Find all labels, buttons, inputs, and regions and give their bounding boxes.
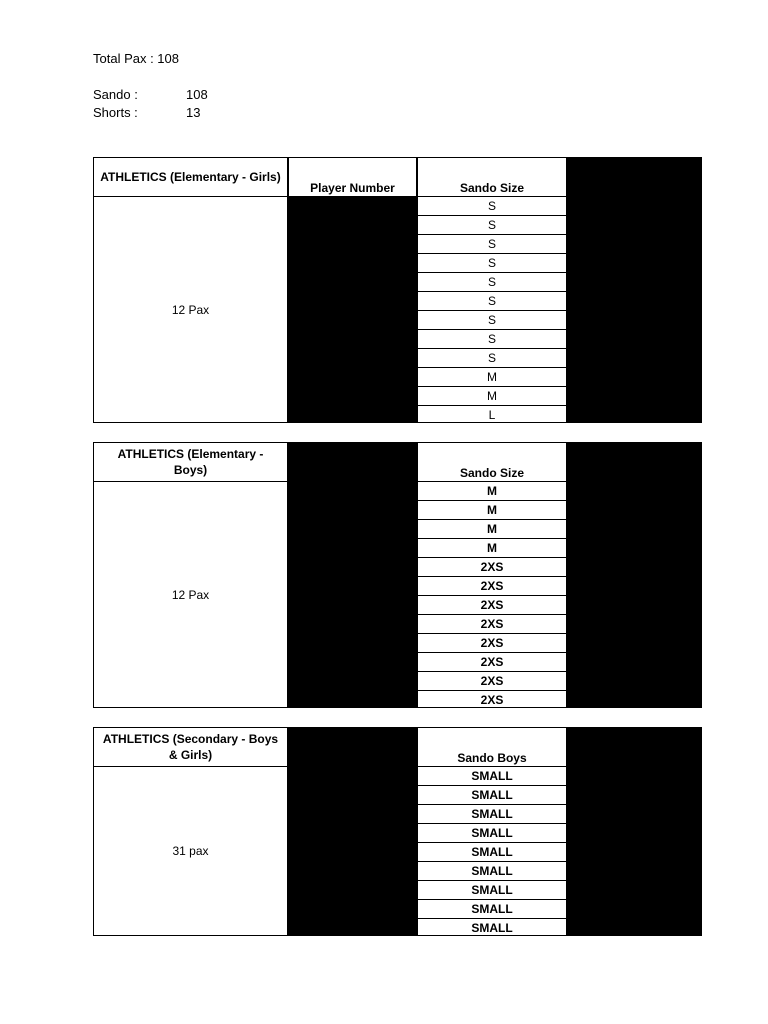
table-title: ATHLETICS (Elementary - Boys) <box>93 442 288 482</box>
size-list <box>417 197 567 423</box>
size-cell: M <box>417 482 567 501</box>
size-cell: L <box>417 406 567 423</box>
pax-count: 31 pax <box>172 844 209 858</box>
redacted-column <box>567 727 702 936</box>
size-cell: M <box>417 387 567 406</box>
pax-cell <box>93 482 288 708</box>
size-cell: 2XS <box>417 672 567 691</box>
size-list <box>417 767 567 936</box>
table-title: ATHLETICS (Secondary - Boys & Girls) <box>93 727 288 767</box>
size-cell: 2XS <box>417 596 567 615</box>
redacted-player-numbers <box>288 442 417 708</box>
size-cell: 2XS <box>417 653 567 672</box>
shorts-row <box>93 104 201 122</box>
size-cell: SMALL <box>417 786 567 805</box>
sando-size-header: Sando Size <box>417 442 567 482</box>
size-cell: 2XS <box>417 634 567 653</box>
size-cell: S <box>417 197 567 216</box>
size-cell: S <box>417 311 567 330</box>
sando-size-header: Sando Size <box>417 157 567 197</box>
redacted-column <box>567 157 702 423</box>
shorts-value: 13 <box>186 105 201 120</box>
redacted-player-numbers <box>288 727 417 936</box>
size-cell: SMALL <box>417 881 567 900</box>
redacted-column <box>567 442 702 708</box>
size-cell: 2XS <box>417 558 567 577</box>
size-cell: S <box>417 292 567 311</box>
size-cell: S <box>417 235 567 254</box>
table-secondary <box>93 727 702 936</box>
total-pax-row <box>93 50 179 68</box>
size-cell: 2XS <box>417 691 567 708</box>
size-cell: SMALL <box>417 919 567 936</box>
size-cell: M <box>417 539 567 558</box>
player-number-header: Player Number <box>288 157 417 197</box>
pax-count: 12 Pax <box>171 587 210 602</box>
pax-cell <box>93 767 288 936</box>
size-cell: 2XS <box>417 615 567 634</box>
size-cell: M <box>417 501 567 520</box>
pax-count: 12 Pax <box>171 302 210 317</box>
table-elementary-girls <box>93 157 702 423</box>
sando-value: 108 <box>186 87 208 102</box>
size-list <box>417 482 567 708</box>
size-cell: M <box>417 368 567 387</box>
sando-boys-header: Sando Boys <box>417 727 567 767</box>
size-cell: SMALL <box>417 900 567 919</box>
size-cell: S <box>417 330 567 349</box>
size-cell: S <box>417 254 567 273</box>
size-cell: SMALL <box>417 767 567 786</box>
size-cell: SMALL <box>417 862 567 881</box>
table-elementary-boys <box>93 442 702 708</box>
redacted-player-numbers <box>288 197 417 423</box>
size-cell: SMALL <box>417 843 567 862</box>
size-cell: S <box>417 349 567 368</box>
size-cell: 2XS <box>417 577 567 596</box>
size-cell: S <box>417 273 567 292</box>
size-cell: S <box>417 216 567 235</box>
shorts-label: Shorts : <box>93 105 138 120</box>
sando-row <box>93 86 208 104</box>
sando-label: Sando : <box>93 87 138 102</box>
table-title: ATHLETICS (Elementary - Girls) <box>93 157 288 197</box>
total-pax-label: Total Pax : 108 <box>93 51 179 66</box>
pax-cell <box>93 197 288 423</box>
summary-block <box>93 50 208 122</box>
size-cell: SMALL <box>417 805 567 824</box>
size-cell: SMALL <box>417 824 567 843</box>
size-cell: M <box>417 520 567 539</box>
